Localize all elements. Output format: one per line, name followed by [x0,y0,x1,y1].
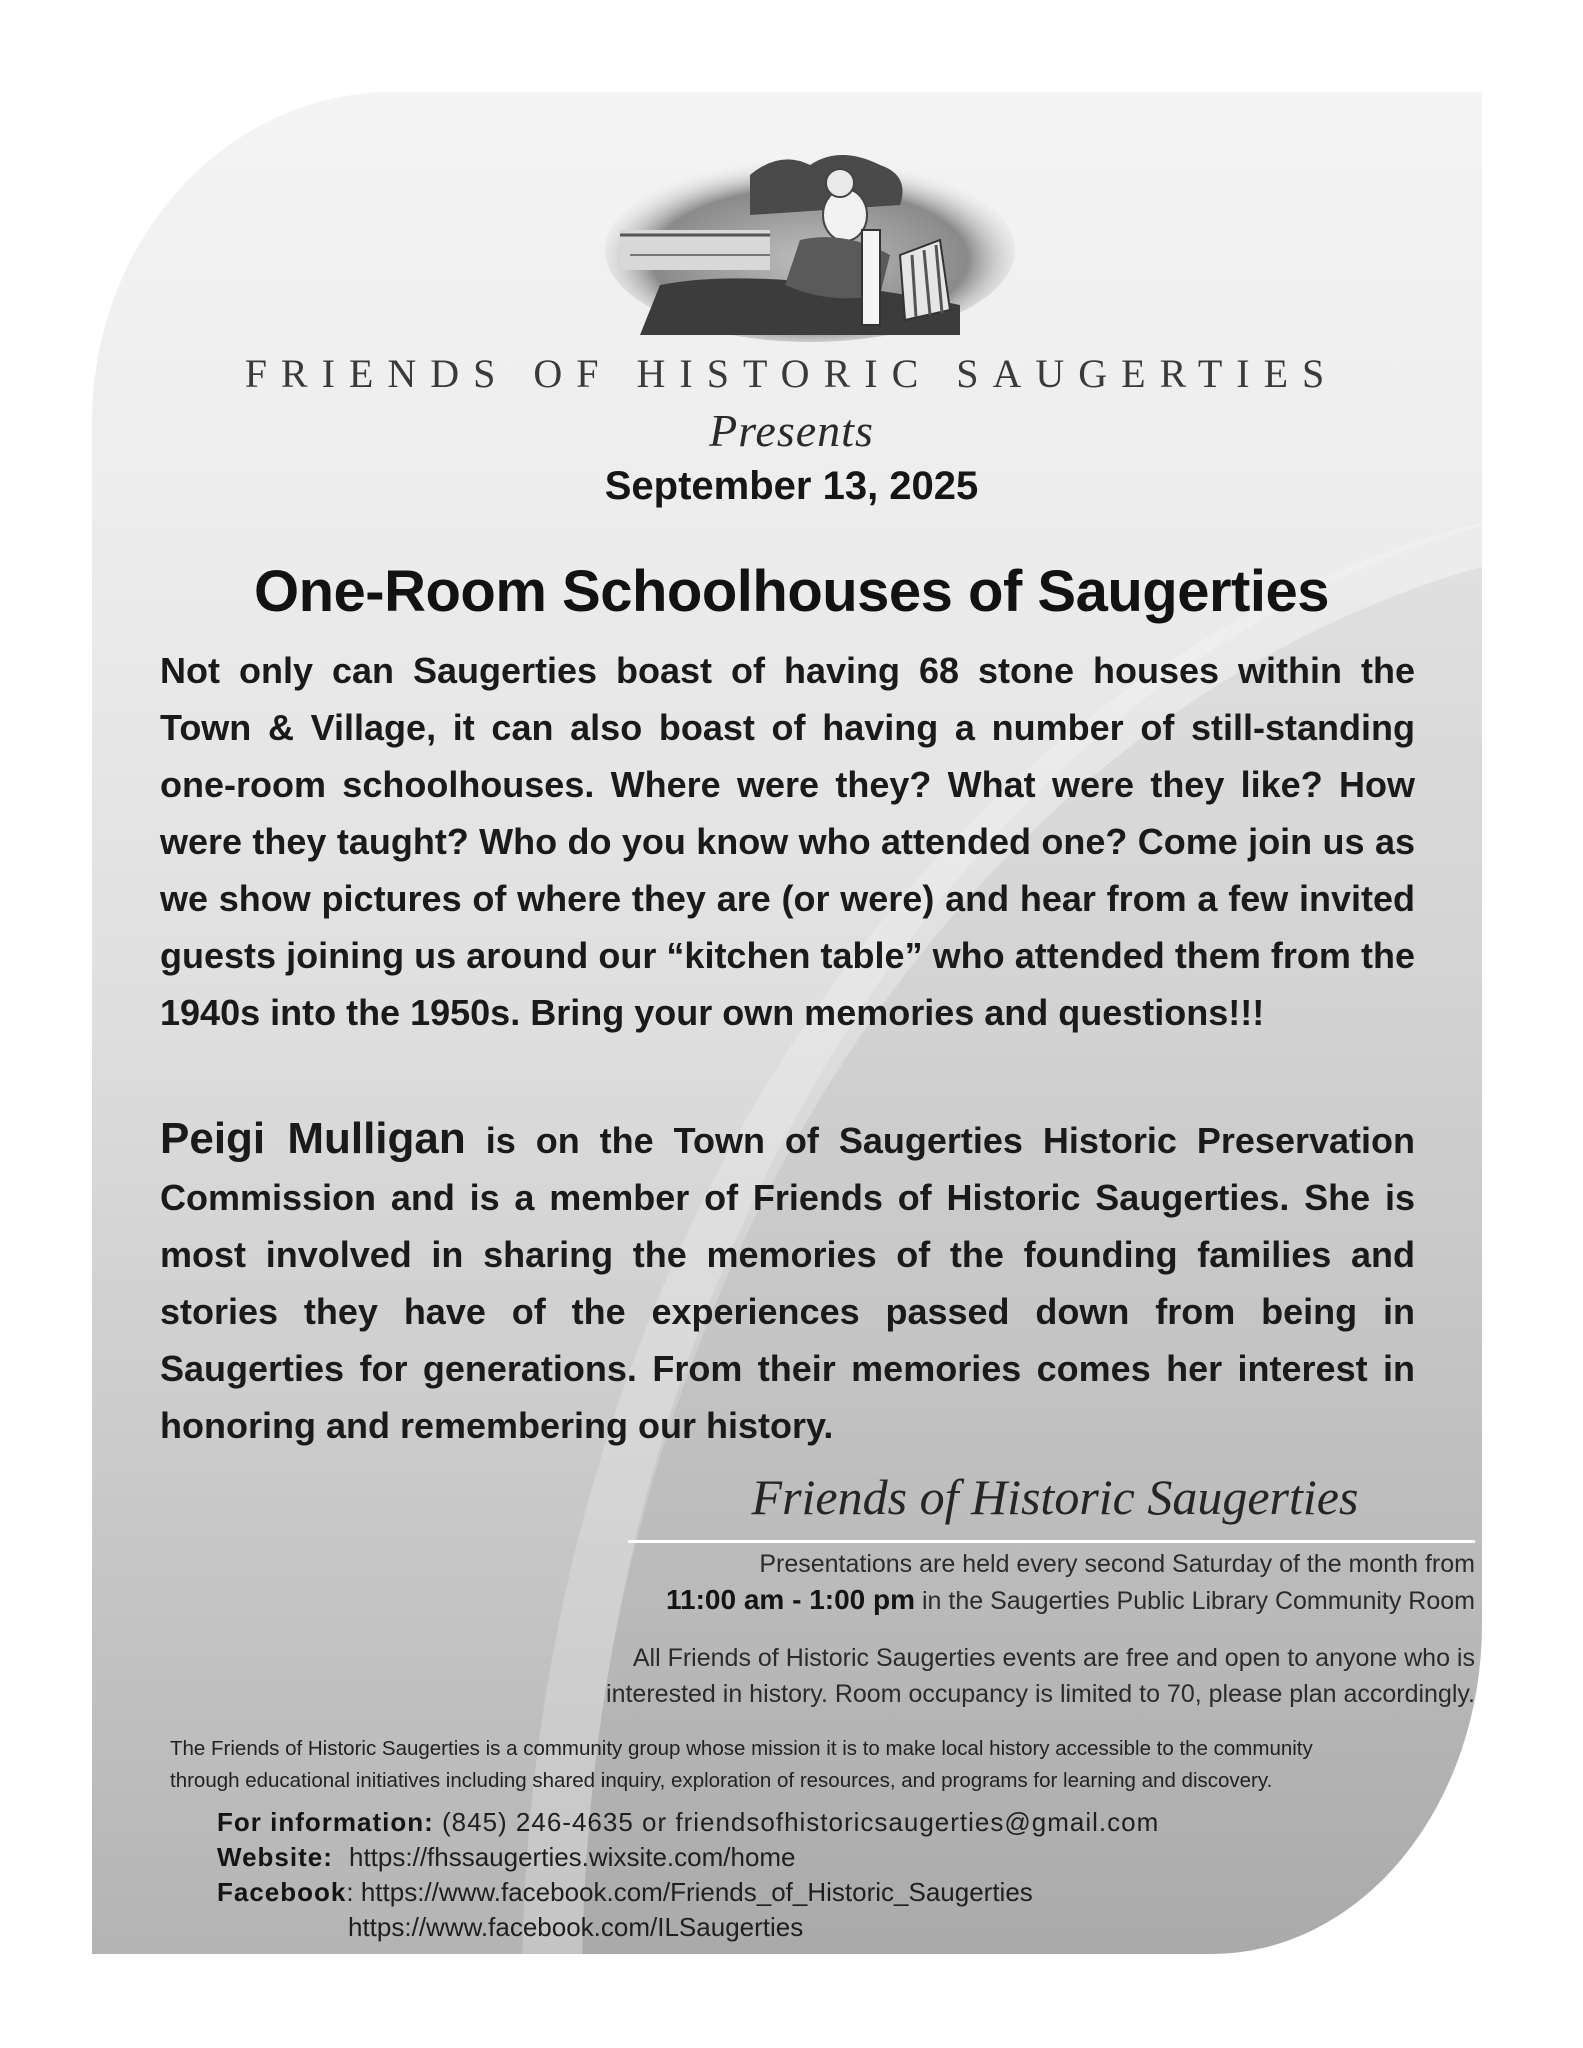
signature-divider [628,1540,1475,1543]
free-events-line-1: All Friends of Historic Saugerties events are free and open to anyone who is [632,1644,1475,1672]
free-events-line-2: interested in history. Room occupancy is limited to 70, please plan accordingly. [606,1680,1475,1708]
speaker-paragraph [160,1110,1415,1454]
website-link[interactable]: https://fhssaugerties.wixsite.com/home [349,1842,796,1872]
facebook-link-1[interactable]: : https://www.facebook.com/Friends_of_Historic_Saugerties [346,1877,1033,1907]
schedule-location: in the Saugerties Public Library Community Room [915,1587,1475,1615]
info-label: For information: [217,1807,434,1837]
speaker-bio: is on the Town of Saugerties Historic Preservation Commission and is a member of Friends of Historic Saugerties. She is most involved in sharing the memories of the founding families and stories they have of the experiences passed down from being in Saugerties for generations. From their memories comes her interest in honoring and remembering our history. [160,1120,1415,1446]
mission-line-1: The Friends of Historic Saugerties is a community group whose mission it is to make local history accessible to the community [170,1737,1313,1760]
event-date: September 13, 2025 [604,464,979,508]
facebook-line [217,1875,1033,1909]
event-title: One-Room Schoolhouses of Saugerties [254,559,1329,624]
facebook-link-2[interactable]: https://www.facebook.com/ILSaugerties [348,1912,804,1942]
info-value[interactable]: (845) 246-4635 or friendsofhistoricsaugerties@gmail.com [433,1807,1160,1837]
event-description: Not only can Saugerties boast of having 68 stone houses within the Town & Village, it can also boast of having a number of still-standing one-room schoolhouses. Where were they? What were they like? How were they taught? Who do you know who attended one? Come join us as we show pictures of where they are (or were) and hear from a few invited guests joining us around our “kitchen table” who attended them from the 1940s into the 1950s. Bring your own memories and questions!!! [160,650,1415,1033]
mission-line-2: through educational initiatives including shared inquiry, exploration of resources, and programs for learning and discovery. [170,1769,1273,1792]
schedule-time: 11:00 am - 1:00 pm [666,1584,916,1615]
contact-info-line [217,1805,1159,1839]
website-label: Website: [217,1842,333,1872]
signature-script: Friends of Historic Saugerties [751,1469,1359,1525]
classical-engraving-vignette [600,145,1020,345]
presents-script: Presents [709,405,874,456]
speaker-name: Peigi Mulligan [160,1114,466,1163]
organization-title: FRIENDS OF HISTORIC SAUGERTIES [244,351,1339,396]
website-line [217,1840,796,1874]
facebook-label: Facebook [217,1877,347,1907]
schedule-line-2 [666,1582,1475,1619]
schedule-line-1: Presentations are held every second Saturday of the month from [759,1550,1475,1578]
